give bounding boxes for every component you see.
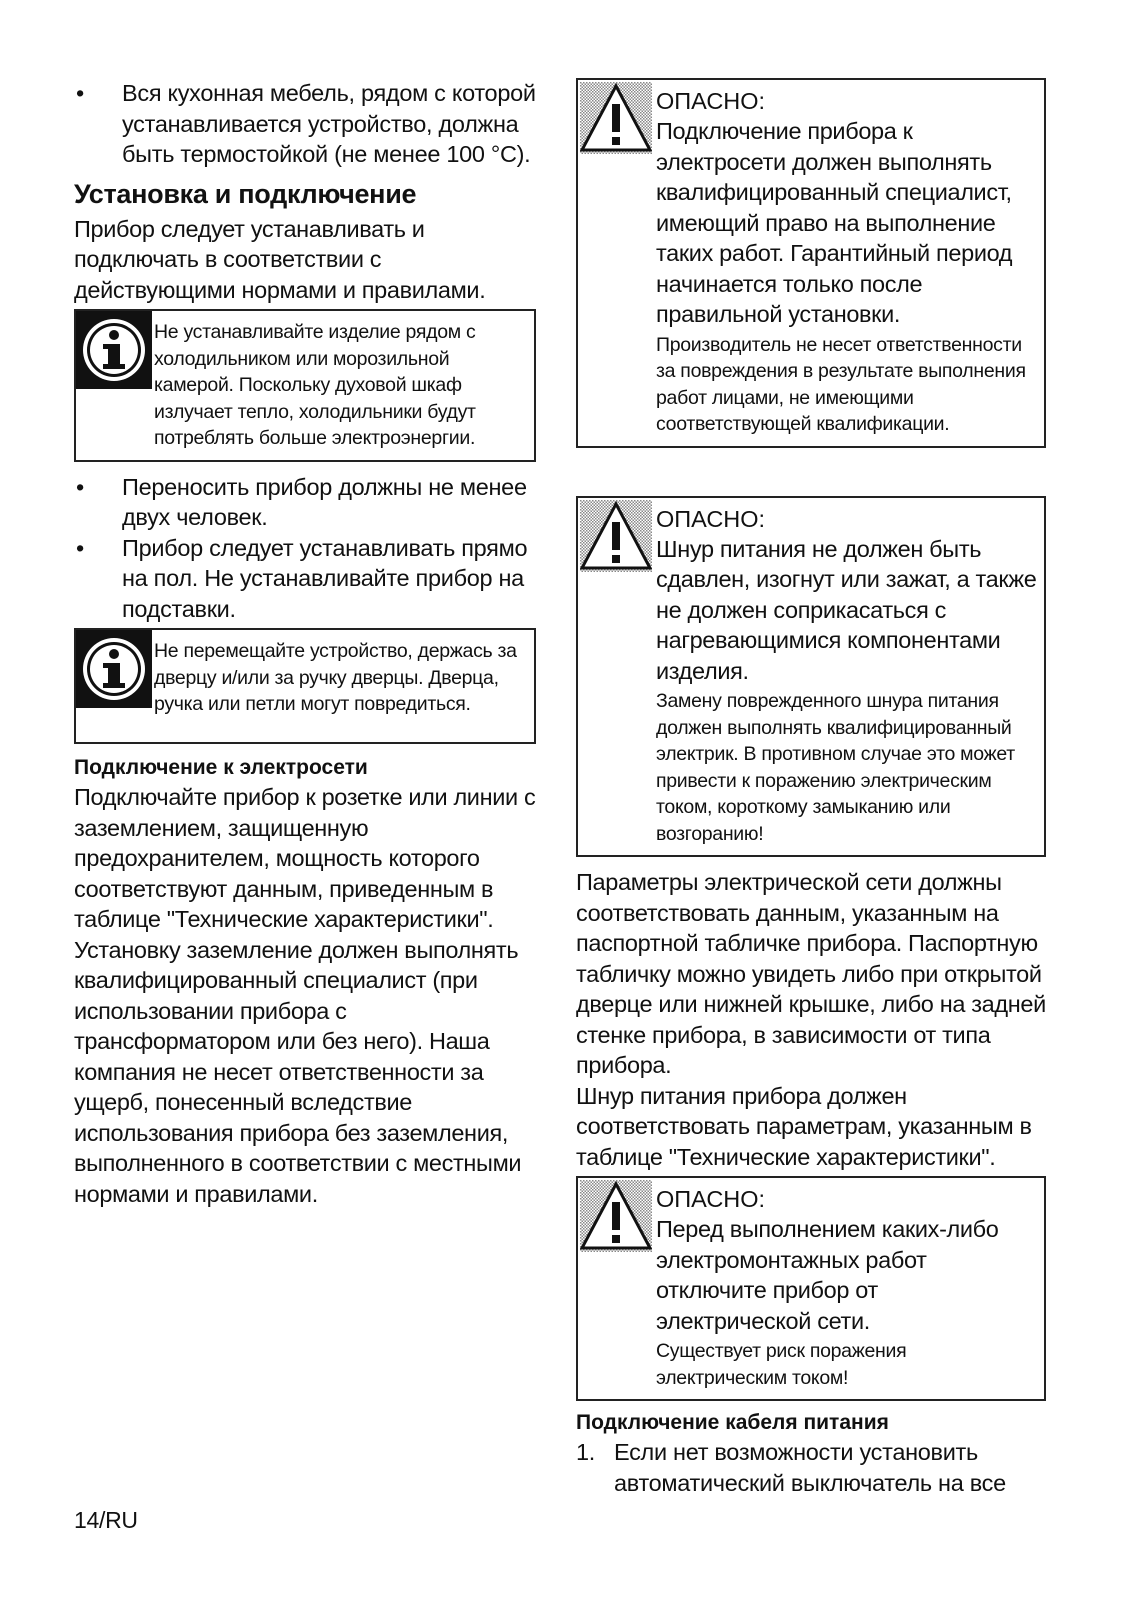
warning-triangle-icon bbox=[580, 1180, 652, 1252]
danger-detail-text: Существует риск поражения электрическим током! bbox=[656, 1340, 907, 1389]
params-paragraph: Параметры электрической сети должны соответствовать данным, указанным на паспортной табличке прибора. Паспортную табличку можно увидеть либо при открытой дверце или нижней крышке, либо на задней стенке прибора, в зависимости от типа прибора. bbox=[576, 869, 1046, 1078]
cord-paragraph: Шнур питания прибора должен соответствовать параметрам, указанным в таблице "Технические характеристики". bbox=[576, 1082, 1032, 1170]
info-note-text: Не перемещайте устройство, держась за дверцу и/или за ручку дверцы. Дверца, ручка или петли могут повредиться. bbox=[154, 640, 517, 715]
section-heading-cable: Подключение кабеля питания bbox=[576, 1411, 889, 1434]
bullet-item: • Переносить прибор должны не менее двух человек. bbox=[74, 472, 536, 533]
danger-warning-box bbox=[576, 496, 1046, 858]
info-icon bbox=[76, 311, 152, 389]
right-column bbox=[576, 78, 1046, 1498]
danger-main-text: Шнур питания не должен быть сдавлен, изогнут или зажат, а также не должен соприкасаться с нагревающимися компонентами изделия. bbox=[656, 535, 1037, 684]
numbered-step bbox=[576, 1437, 1046, 1498]
numbered-steps bbox=[576, 1437, 1046, 1498]
info-icon bbox=[76, 630, 152, 708]
intro-bullets bbox=[74, 78, 536, 170]
danger-label: ОПАСНО: bbox=[656, 505, 766, 532]
step-text: Если нет возможности установить автоматический выключатель на все bbox=[614, 1439, 1006, 1496]
danger-warning-box bbox=[576, 1176, 1046, 1401]
danger-warning-box bbox=[576, 78, 1046, 448]
info-note-box bbox=[74, 309, 536, 462]
danger-main-text: Подключение прибора к электросети должен выполнять квалифицированный специалист, имеющий право на выполнение таких работ. Гарантийный период начинается только после правильной установки. bbox=[656, 118, 1013, 327]
info-note-box bbox=[74, 628, 536, 744]
handling-bullets bbox=[74, 472, 536, 625]
danger-label: ОПАСНО: bbox=[656, 88, 766, 114]
info-note-text: Не устанавливайте изделие рядом с холодильником или морозильной камерой. Поскольку духовой шкаф излучает тепло, холодильники будут потреблять больше электроэнергии. bbox=[154, 321, 476, 449]
left-column bbox=[74, 78, 536, 1209]
page-number: 14/RU bbox=[74, 1507, 138, 1533]
step-number: 1. bbox=[576, 1439, 595, 1465]
install-paragraph: Прибор следует устанавливать и подключать в соответствии с действующими нормами и правилами. bbox=[74, 215, 486, 303]
warning-triangle-icon bbox=[580, 82, 652, 154]
section-heading-installation: Установка и подключение bbox=[74, 178, 417, 209]
danger-label: ОПАСНО: bbox=[656, 1186, 766, 1212]
section-heading-electric: Подключение к электросети bbox=[74, 756, 368, 779]
bullet-item: • Прибор следует устанавливать прямо на пол. Не устанавливайте прибор на подставки. bbox=[74, 533, 536, 625]
danger-detail-text: Производитель не несет ответственности за повреждения в результате выполнения работ лицами, не имеющими соответствующей квалификации. bbox=[656, 333, 1026, 435]
danger-main-text: Перед выполнением каких-либо электромонтажных работ отключите прибор от электрической сети. bbox=[656, 1216, 999, 1334]
bullet-item: • Вся кухонная мебель, рядом с которой устанавливается устройство, должна быть термостойкой (не менее 100 °C). bbox=[74, 78, 536, 170]
electric-paragraph: Подключайте прибор к розетке или линии с заземлением, защищенную предохранителем, мощность которого соответствуют данным, приведенным в таблице "Технические характеристики". Установку заземление должен выполнять квалифицированный специалист (при использовании прибора с трансформатором или без него). Наша компания не несет ответственности за ущерб, понесенный вследствие использования прибора без заземления, выполненного в соответствии с местными нормами и правилами. bbox=[74, 784, 536, 1207]
warning-triangle-icon bbox=[580, 500, 652, 572]
danger-detail-text: Замену поврежденного шнура питания должен выполнять квалифицированный электрик. В противном случае это может привести к поражению электрическим током, короткому замыканию или возгоранию! bbox=[656, 690, 1015, 845]
